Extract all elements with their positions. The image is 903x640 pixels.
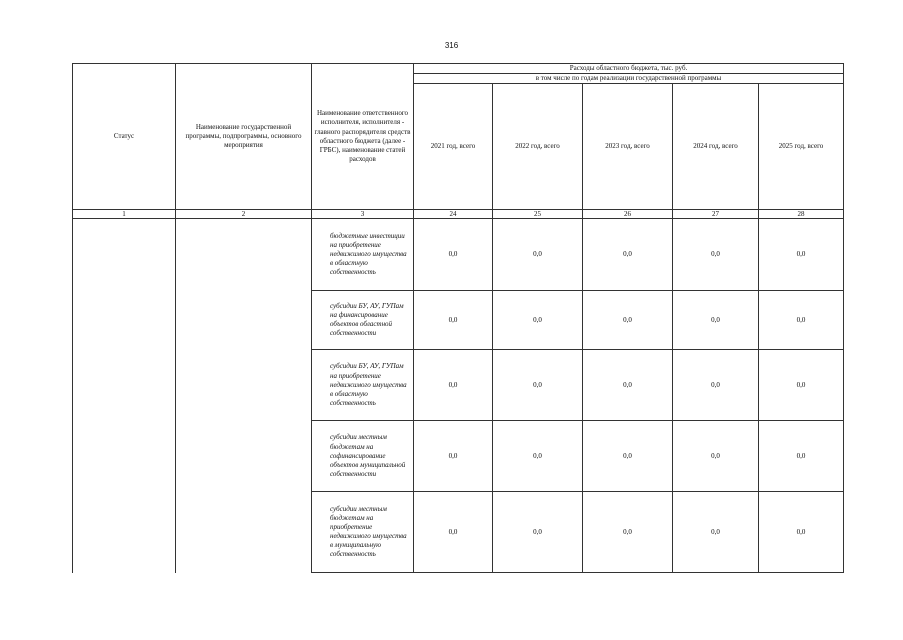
value-cell: 0,0	[414, 421, 493, 492]
column-number: 28	[759, 210, 844, 219]
header-year-2021: 2021 год, всего	[414, 84, 493, 210]
column-number: 1	[73, 210, 176, 219]
column-number: 2	[176, 210, 312, 219]
header-status: Статус	[73, 64, 176, 210]
header-executor: Наименование ответственного исполнителя, исполнителя - главного распорядителя средств областного бюджета (далее - ГРБС), наименование статей расходов	[312, 64, 414, 210]
value-cell: 0,0	[493, 421, 583, 492]
value-cell: 0,0	[673, 291, 759, 350]
column-number: 27	[673, 210, 759, 219]
value-cell: 0,0	[493, 350, 583, 421]
header-expenses-title: Расходы областного бюджета, тыс. руб.	[414, 64, 844, 74]
value-cell: 0,0	[414, 350, 493, 421]
column-number-row	[73, 210, 844, 219]
header-year-2023: 2023 год, всего	[583, 84, 673, 210]
value-cell: 0,0	[493, 492, 583, 573]
header-year-2024: 2024 год, всего	[673, 84, 759, 210]
value-cell: 0,0	[583, 421, 673, 492]
value-cell: 0,0	[759, 350, 844, 421]
value-cell: 0,0	[759, 291, 844, 350]
expense-item: субсидии местным бюджетам на софинансирование объектов муниципальной собственности	[312, 421, 414, 492]
value-cell: 0,0	[673, 492, 759, 573]
header-program-name: Наименование государственной программы, подпрограммы, основного мероприятия	[176, 64, 312, 210]
page-number: 316	[444, 41, 459, 50]
table-row	[73, 219, 844, 291]
column-number: 3	[312, 210, 414, 219]
expense-item: субсидии БУ, АУ, ГУПам на финансирование объектов областной собственности	[312, 291, 414, 350]
value-cell: 0,0	[583, 291, 673, 350]
value-cell: 0,0	[583, 219, 673, 291]
value-cell: 0,0	[673, 350, 759, 421]
value-cell: 0,0	[414, 219, 493, 291]
column-number: 24	[414, 210, 493, 219]
value-cell: 0,0	[493, 219, 583, 291]
value-cell: 0,0	[759, 421, 844, 492]
expense-item: субсидии местным бюджетам на приобретение недвижимого имущества в муниципальную собственность	[312, 492, 414, 573]
value-cell: 0,0	[583, 492, 673, 573]
value-cell: 0,0	[759, 492, 844, 573]
value-cell: 0,0	[583, 350, 673, 421]
value-cell: 0,0	[414, 291, 493, 350]
value-cell: 0,0	[759, 219, 844, 291]
header-year-2022: 2022 год, всего	[493, 84, 583, 210]
program-name-cell	[176, 219, 312, 573]
column-number: 26	[583, 210, 673, 219]
expense-item: бюджетные инвестиции на приобретение недвижимого имущества в областную собственность	[312, 219, 414, 291]
expense-item: субсидии БУ, АУ, ГУПам на приобретение недвижимого имущества в областную собственность	[312, 350, 414, 421]
header-by-years-title: в том числе по годам реализации государственной программы	[414, 74, 844, 84]
value-cell: 0,0	[673, 219, 759, 291]
status-cell	[73, 219, 176, 573]
budget-table	[72, 63, 844, 573]
column-number: 25	[493, 210, 583, 219]
value-cell: 0,0	[673, 421, 759, 492]
value-cell: 0,0	[493, 291, 583, 350]
value-cell: 0,0	[414, 492, 493, 573]
header-year-2025: 2025 год, всего	[759, 84, 844, 210]
